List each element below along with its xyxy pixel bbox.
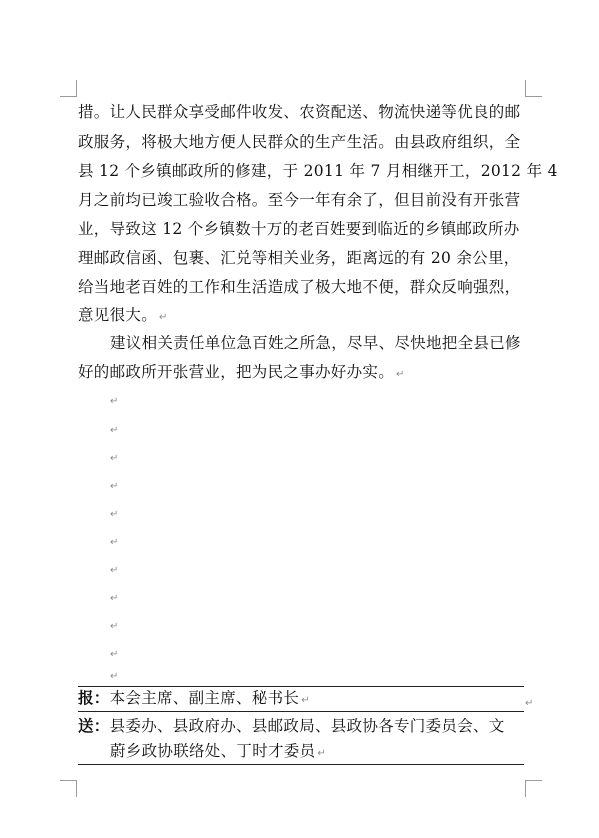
paragraph-mark-icon: ↵ (110, 453, 119, 464)
paragraph-mark-icon: ↵ (525, 698, 534, 709)
paragraph-mark-icon: ↵ (396, 369, 405, 380)
crop-mark-top-right-h (525, 96, 542, 97)
paragraph-mark-icon: ↵ (110, 425, 119, 436)
paragraph-mark-icon: ↵ (110, 565, 119, 576)
body-line: 好的邮政所开张营业，把为民之事办好办实。 ↵ (78, 363, 405, 381)
paragraph-mark-icon: ↵ (110, 537, 119, 548)
paragraph-mark-icon: ↵ (159, 312, 168, 323)
body-line: 理邮政信函、包裹、汇兑等相关业务，距离远的有 20 余公里， (78, 249, 520, 267)
body-line: 意见很大。 ↵ (78, 306, 168, 324)
body-line: 给当地老百姓的工作和生活造成了极大地不便，群众反响强烈， (78, 278, 521, 296)
crop-mark-bottom-right-v (525, 780, 526, 797)
report-line (78, 688, 528, 711)
crop-mark-bottom-left-v (76, 780, 77, 797)
paragraph-mark-icon: ↵ (301, 695, 310, 706)
body-line: 措。让人民群众享受邮件收发、农资配送、物流快递等优良的邮 (78, 103, 521, 121)
crop-mark-bottom-left-h (60, 780, 77, 781)
paragraph-mark-icon: ↵ (110, 649, 119, 660)
crop-mark-top-left-h (60, 96, 77, 97)
send-recipients-line-2: 蔚乡政协联络处、丁时才委员 (110, 742, 316, 760)
send-line (78, 716, 528, 736)
paragraph-mark-icon: ↵ (110, 481, 119, 492)
send-line-continued (110, 741, 560, 764)
paragraph-mark-icon: ↵ (110, 593, 119, 604)
body-line: 建议相关责任单位急百姓之所急，尽早、尽快地把全县已修 (110, 334, 521, 352)
distribution-top-rule (78, 686, 524, 687)
paragraph-mark-icon: ↵ (110, 396, 119, 407)
crop-mark-bottom-right-h (525, 780, 542, 781)
paragraph-mark-icon: ↵ (110, 671, 119, 682)
paragraph-mark-icon: ↵ (110, 621, 119, 632)
send-label: 送： (78, 716, 110, 735)
crop-mark-top-right-v (525, 80, 526, 97)
distribution-bottom-rule (78, 764, 524, 765)
body-line: 业，导致这 12 个乡镇数十万的老百姓要到临近的乡镇邮政所办 (78, 220, 520, 238)
distribution-middle-rule (78, 711, 524, 712)
report-label: 报： (78, 688, 110, 707)
paragraph-mark-icon: ↵ (317, 748, 327, 759)
body-line: 政服务，将极大地方便人民群众的生产生活。由县政府组织，全 (78, 133, 521, 151)
report-recipients: 本会主席、副主席、秘书长 (109, 689, 300, 707)
body-line: 月之前均已竣工验收合格。至今一年有余了，但目前没有开张营 (78, 191, 521, 209)
crop-mark-top-left-v (76, 80, 77, 97)
paragraph-mark-icon: ↵ (110, 509, 119, 520)
body-line: 县 12 个乡镇邮政所的修建，于 2011 年 7 月相继开工，2012 年 4 (78, 162, 558, 180)
send-recipients-line-1: 县委办、县政府办、县邮政局、县政协各专门委员会、文 (109, 717, 505, 735)
